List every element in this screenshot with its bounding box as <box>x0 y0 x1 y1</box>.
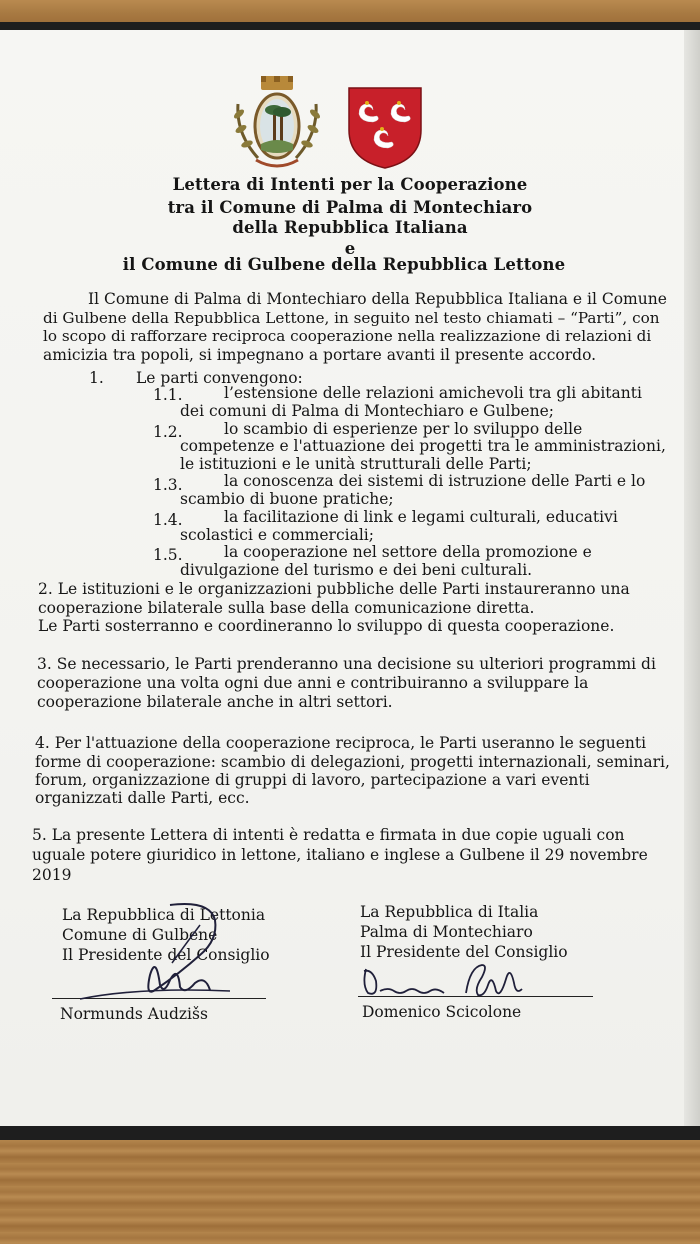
point-4-line-3: forum, organizzazione di gruppi di lavoro, partecipazione a vari eventi <box>35 771 590 789</box>
title-line-1: Lettera di Intenti per la Cooperazione <box>172 175 528 194</box>
sig-left-line-3: Il Presidente del Consiglio <box>62 946 270 964</box>
point-3-line-2: cooperazione una volta ogni due anni e contribuiranno a sviluppare la <box>37 674 589 692</box>
wood-table-bottom <box>0 1140 700 1244</box>
title-line-4: e <box>344 239 356 258</box>
gulbene-crest-icon <box>347 86 423 170</box>
sig-right-line-2: Palma di Montechiaro <box>360 923 533 941</box>
item-1-3-line-2: scambio di buone pratiche; <box>180 490 394 508</box>
sig-right-line-1: La Repubblica di Italia <box>360 903 539 921</box>
item-1-3-line-1: la conoscenza dei sistemi di istruzione delle Parti e lo <box>224 472 646 490</box>
item-1-5-line-2: divulgazione del turismo e dei beni culturali. <box>180 561 533 579</box>
item-1-4-line-2: scolastici e commerciali; <box>180 526 374 544</box>
sig-right-line-3: Il Presidente del Consiglio <box>360 943 568 961</box>
item-1-2-number: 1.2. <box>153 423 183 441</box>
intro-line-3: lo scopo di rafforzare reciproca cooperazione nella realizzazione di relazioni di <box>43 327 652 345</box>
intro-line-1: Il Comune di Palma di Montechiaro della Repubblica Italiana e il Comune <box>88 290 667 308</box>
item-1-4-line-1: la facilitazione di link e legami culturali, educativi <box>224 508 618 526</box>
point-4-line-1: 4. Per l'attuazione della cooperazione reciproca, le Parti useranno le seguenti <box>35 734 647 752</box>
item-1-2-line-2: competenze e l'attuazione dei progetti tra le amministrazioni, <box>180 437 666 455</box>
item-1-5-line-1: la cooperazione nel settore della promozione e <box>224 543 592 561</box>
point-1-number: 1. <box>89 369 104 387</box>
item-1-2-line-1: lo scambio di esperienze per lo sviluppo delle <box>224 420 583 438</box>
signature-right-handwriting <box>358 955 538 1003</box>
item-1-1-line-1: l’estensione delle relazioni amichevoli tra gli abitanti <box>224 384 642 402</box>
title-line-2: tra il Comune di Palma di Montechiaro <box>167 198 533 217</box>
sig-right-name: Domenico Scicolone <box>362 1003 522 1021</box>
point-2-line-1: 2. Le istituzioni e le organizzazioni pubbliche delle Parti instaureranno una <box>38 580 630 598</box>
point-4-line-2: forme di cooperazione: scambio di delegazioni, progetti internazionali, seminari, <box>35 753 670 771</box>
item-1-4-number: 1.4. <box>153 511 183 529</box>
point-2-line-3: Le Parti sosterranno e coordineranno lo sviluppo di questa cooperazione. <box>38 617 615 635</box>
item-1-5-number: 1.5. <box>153 546 183 564</box>
point-3-line-3: cooperazione bilaterale anche in altri settori. <box>37 693 393 711</box>
page-edge <box>684 30 700 1126</box>
sig-left-line-1: La Repubblica di Lettonia <box>62 906 266 924</box>
signature-left-handwriting <box>60 895 260 1015</box>
point-5-line-3: 2019 <box>32 866 72 884</box>
point-5-line-2: uguale potere giuridico in lettone, italiano e inglese a Gulbene il 29 novembre <box>32 846 648 864</box>
palma-crest-icon <box>228 74 326 178</box>
point-5-line-1: 5. La presente Lettera di intenti è redatta e firmata in due copie uguali con <box>32 826 625 844</box>
title-line-3: della Repubblica Italiana <box>232 218 468 237</box>
sig-left-name: Normunds Audzišs <box>60 1005 208 1023</box>
item-1-2-line-3: le istituzioni e le unità strutturali delle Parti; <box>180 455 532 473</box>
intro-line-2: di Gulbene della Repubblica Lettone, in seguito nel testo chiamati – “Parti”, con <box>43 309 660 327</box>
title-line-5: il Comune di Gulbene della Repubblica Lettone <box>122 255 566 274</box>
point-4-line-4: organizzati dalle Parti, ecc. <box>35 789 250 807</box>
intro-line-4: amicizia tra popoli, si impegnano a portare avanti il presente accordo. <box>43 346 597 364</box>
item-1-3-number: 1.3. <box>153 476 183 494</box>
point-3-line-1: 3. Se necessario, le Parti prenderanno una decisione su ulteriori programmi di <box>37 655 656 673</box>
item-1-1-number: 1.1. <box>153 386 183 404</box>
point-1-text: Le parti convengono: <box>136 369 303 387</box>
point-2-line-2: cooperazione bilaterale sulla base della comunicazione diretta. <box>38 599 535 617</box>
sig-left-line-2: Comune di Gulbene <box>62 926 218 944</box>
item-1-1-line-2: dei comuni di Palma di Montechiaro e Gulbene; <box>180 402 554 420</box>
